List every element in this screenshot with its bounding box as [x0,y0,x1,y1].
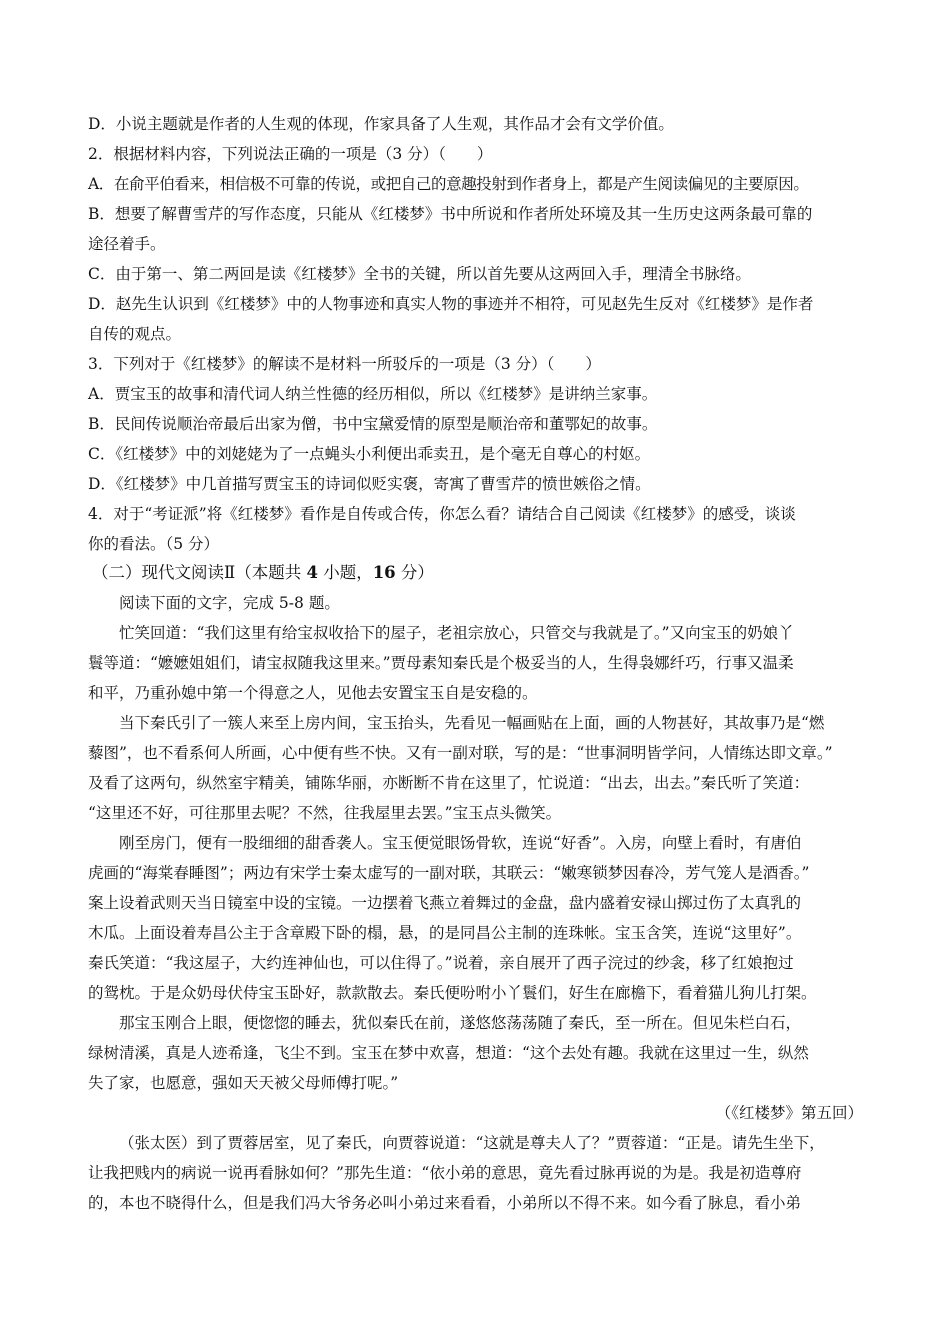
passage-line: 及看了这两句，纵然室宇精美，铺陈华丽，亦断断不肯在这里了，忙说道：“出去，出去。”秦氏听了笑道： [88,774,810,792]
option-2b-cont: 途径着手。 [88,235,166,253]
passage-line: 当下秦氏引了一簇人来至上房内间，宝玉抬头，先看见一幅画贴在上面，画的人物甚好，其故事乃是“燃 [119,714,825,732]
option-1d: D．小说主题就是作者的人生观的体现，作家具备了人生观，其作品才会有文学价值。 [88,115,674,133]
passage-line: 那宝玉刚合上眼，便惚惚的睡去，犹似秦氏在前，遂悠悠荡荡随了秦氏，至一所在。但见朱栏白石， [119,1014,802,1032]
passage-line: “这里还不好，可往那里去呢？不然，往我屋里去罢。”宝玉点头微笑。 [88,804,562,822]
option-2b: B．想要了解曹雪芹的写作态度，只能从《红楼梦》书中所说和作者所处环境及其一生历史这两条最可靠的 [88,205,813,223]
passage-line: 绿树清溪，真是人迹希逢，飞尘不到。宝玉在梦中欢喜，想道：“这个去处有趣。我就在这里过一生，纵然 [88,1044,809,1062]
question-3: 3．下列对于《红楼梦》的解读不是材料一所驳斥的一项是（3 分）（ ） [88,355,601,373]
passage-line: 忙笑回道：“我们这里有给宝叔收拾下的屋子，老祖宗放心，只管交与我就是了。”又向宝玉的奶娘丫 [119,624,794,642]
question-2: 2．根据材料内容，下列说法正确的一项是（3 分）（ ） [88,145,493,163]
option-2c: C．由于第一、第二两回是读《红楼梦》全书的关键，所以首先要从这两回入手，理清全书脉络。 [88,265,751,283]
passage2-line: 让我把贱内的病说一说再看脉如何？”那先生道：“依小弟的意思，竟先看过脉再说的为是。我是初造尊府 [88,1164,802,1182]
passage-line: 秦氏笑道：“我这屋子，大约连神仙也，可以住得了。”说着，亲自展开了西子浣过的纱衾，移了红娘抱过 [88,954,794,972]
passage-instruction: 阅读下面的文字，完成 5-8 题。 [119,594,340,612]
passage-citation: （《红楼梦》第五回） [715,1104,863,1122]
section-heading-suffix: 分） [395,563,434,582]
passage-line: 藜图”，也不看系何人所画，心中便有些不快。又有一副对联，写的是：“世事洞明皆学问，人情练达即文章。” [88,744,833,762]
section-heading-mid: 小题， [317,563,373,582]
passage2-line: （张太医）到了贾蓉居室，见了秦氏，向贾蓉说道：“这就是尊夫人了？”贾蓉道：“正是。请先生坐下， [119,1134,825,1152]
passage-line: 失了家，也愿意，强如天天被父母师傅打呢。” [88,1074,399,1092]
passage-line: 和平，乃重孙媳中第一个得意之人，见他去安置宝玉自是安稳的。 [88,684,538,702]
option-3d: D．《红楼梦》中几首描写贾宝玉的诗词似贬实褒，寄寓了曹雪芹的愤世嫉俗之情。 [88,475,651,493]
option-2d-cont: 自传的观点。 [88,325,182,343]
question-4: 4．对于“考证派”将《红楼梦》看作是自传或合传，你怎么看？请结合自己阅读《红楼梦》的感受，谈谈 [88,505,796,523]
section-heading [92,558,882,588]
passage-line: 刚至房门，便有一股细细的甜香袭人。宝玉便觉眼饧骨软，连说“好香”。入房，向壁上看时，有唐伯 [119,834,802,852]
option-3a: A．贾宝玉的故事和清代词人纳兰性德的经历相似，所以《红楼梦》是讲纳兰家事。 [88,385,658,403]
question-4-cont: 你的看法。（5 分） [88,535,220,553]
passage-line: 的鸳枕。于是众奶母伏侍宝玉卧好，款款散去。秦氏便吩咐小丫鬟们，好生在廊檐下，看着猫儿狗儿打架。 [88,984,817,1002]
option-2a: A．在俞平伯看来，相信极不可靠的传说，或把自己的意趣投射到作者身上，都是产生阅读偏见的主要原因。 [88,175,809,193]
passage2-line: 的，本也不晓得什么，但是我们冯大爷务必叫小弟过来看看，小弟所以不得不来。如今看了脉息，看小弟 [88,1194,802,1212]
option-2d: D．赵先生认识到《红楼梦》中的人物事迹和真实人物的事迹并不相符，可见赵先生反对《红楼梦》是作者 [88,295,814,313]
passage-line: 木瓜。上面设着寿昌公主于含章殿下卧的榻，悬，的是同昌公主制的连珠帐。宝玉含笑，连说“这里好”。 [88,924,802,942]
option-3c: C．《红楼梦》中的刘姥姥为了一点蝇头小利便出乖卖丑，是个毫无自尊心的村妪。 [88,445,651,463]
section-heading-prefix: （二）现代文阅读Ⅱ（本题共 [92,563,307,582]
option-3b: B．民间传说顺治帝最后出家为僧，书中宝黛爱情的原型是顺治帝和董鄂妃的故事。 [88,415,658,433]
section-score: 16 [372,563,396,582]
section-question-count: 4 [306,563,318,582]
passage-line: 虎画的“海棠春睡图”；两边有宋学士秦太虚写的一副对联，其联云：“嫩寒锁梦因春冷，芳气笼人是酒香。” [88,864,810,882]
passage-line: 鬟等道：“嬷嬷姐姐们，请宝叔随我这里来。”贾母素知秦氏是个极妥当的人，生得袅娜纤巧，行事又温柔 [88,654,794,672]
passage-line: 案上设着武则天当日镜室中设的宝镜。一边摆着飞燕立着舞过的金盘，盘内盛着安禄山掷过伤了太真乳的 [88,894,802,912]
